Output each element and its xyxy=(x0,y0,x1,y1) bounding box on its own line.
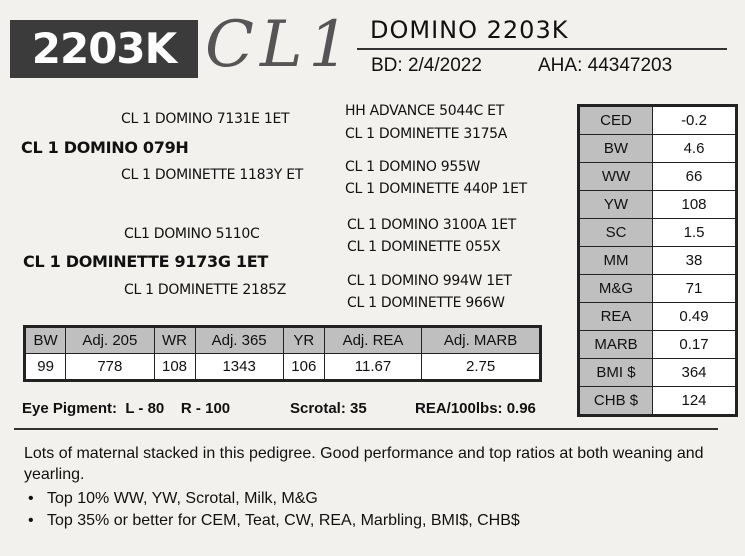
epd-table xyxy=(577,104,738,417)
registration-number: AHA: 44347203 xyxy=(538,55,673,76)
scrotal: Scrotal: 35 xyxy=(290,400,367,417)
epd-value: 71 xyxy=(653,274,737,302)
perf-header: YR xyxy=(283,327,324,354)
epd-row xyxy=(579,274,737,302)
epd-label: CED xyxy=(579,106,653,135)
list-item xyxy=(24,488,520,510)
performance-header-row xyxy=(25,327,541,354)
epd-label: MARB xyxy=(579,330,653,358)
bullet-icon: • xyxy=(28,512,34,529)
epd-row xyxy=(579,135,737,163)
eye-pigment: Eye Pigment: L - 80 R - 100 xyxy=(22,400,231,417)
pedigree-ds-sire: CL 1 DOMINO 3100A 1ET xyxy=(347,217,516,233)
pedigree-dam-dam: CL 1 DOMINETTE 2185Z xyxy=(124,282,287,298)
pedigree-sd-dam: CL 1 DOMINETTE 440P 1ET xyxy=(345,181,527,197)
pedigree-ss-dam: CL 1 DOMINETTE 3175A xyxy=(345,126,508,142)
perf-value: 108 xyxy=(154,354,195,381)
pedigree-dd-sire: CL 1 DOMINO 994W 1ET xyxy=(347,273,512,289)
pedigree-dam: CL 1 DOMINETTE 9173G 1ET xyxy=(23,252,268,271)
highlights-list xyxy=(24,488,520,532)
epd-label: BW xyxy=(579,135,653,163)
epd-label: MM xyxy=(579,246,653,274)
comments-divider xyxy=(14,428,718,430)
highlight-text: Top 35% or better for CEM, Teat, CW, REA, Marbling, BMI$, CHB$ xyxy=(47,512,520,529)
epd-row xyxy=(579,386,737,415)
epd-value: 0.49 xyxy=(653,302,737,330)
epd-value: 0.17 xyxy=(653,330,737,358)
animal-name: DOMINO 2203K xyxy=(370,16,569,44)
epd-row xyxy=(579,246,737,274)
epd-label: WW xyxy=(579,163,653,191)
pedigree-ss-sire: HH ADVANCE 5044C ET xyxy=(345,103,504,119)
perf-header: Adj. MARB xyxy=(422,327,541,354)
perf-header: WR xyxy=(154,327,195,354)
epd-row xyxy=(579,163,737,191)
perf-header: Adj. 365 xyxy=(195,327,283,354)
perf-header: BW xyxy=(25,327,66,354)
epd-value: 124 xyxy=(653,386,737,415)
birth-date: BD: 2/4/2022 xyxy=(371,55,482,76)
pedigree-dd-dam: CL 1 DOMINETTE 966W xyxy=(347,295,505,311)
header-divider xyxy=(357,48,727,50)
pedigree-sire: CL 1 DOMINO 079H xyxy=(21,138,189,157)
comments-text: Lots of maternal stacked in this pedigree. Good performance and top ratios at both weaning and yearling. xyxy=(24,445,704,483)
highlight-text: Top 10% WW, YW, Scrotal, Milk, M&G xyxy=(47,490,318,507)
epd-label: CHB $ xyxy=(579,386,653,415)
epd-row xyxy=(579,219,737,247)
epd-value: 364 xyxy=(653,358,737,386)
rea-ratio: REA/100lbs: 0.96 xyxy=(415,400,536,417)
list-item xyxy=(24,510,520,532)
epd-value: -0.2 xyxy=(653,106,737,135)
epd-value: 1.5 xyxy=(653,219,737,247)
epd-value: 38 xyxy=(653,246,737,274)
perf-header: Adj. REA xyxy=(324,327,421,354)
pedigree-sire-dam: CL 1 DOMINETTE 1183Y ET xyxy=(121,167,303,183)
epd-label: BMI $ xyxy=(579,358,653,386)
epd-label: REA xyxy=(579,302,653,330)
epd-label: YW xyxy=(579,191,653,219)
perf-value: 778 xyxy=(66,354,154,381)
epd-value: 4.6 xyxy=(653,135,737,163)
perf-header: Adj. 205 xyxy=(66,327,154,354)
brand-mark: CL1 xyxy=(205,8,356,82)
pedigree-sire-sire: CL 1 DOMINO 7131E 1ET xyxy=(121,111,290,127)
perf-value: 11.67 xyxy=(324,354,421,381)
perf-value: 2.75 xyxy=(422,354,541,381)
pedigree-sd-sire: CL 1 DOMINO 955W xyxy=(345,159,481,175)
epd-value: 108 xyxy=(653,191,737,219)
epd-row xyxy=(579,302,737,330)
epd-row xyxy=(579,191,737,219)
lot-number: 2203K xyxy=(10,20,198,78)
epd-value: 66 xyxy=(653,163,737,191)
pedigree-dam-sire: CL1 DOMINO 5110C xyxy=(124,226,260,242)
pedigree-ds-dam: CL 1 DOMINETTE 055X xyxy=(347,239,501,255)
bullet-icon: • xyxy=(28,490,34,507)
performance-table xyxy=(23,325,542,382)
perf-value: 1343 xyxy=(195,354,283,381)
epd-row xyxy=(579,106,737,135)
epd-label: SC xyxy=(579,219,653,247)
epd-row xyxy=(579,358,737,386)
epd-label: M&G xyxy=(579,274,653,302)
epd-row xyxy=(579,330,737,358)
perf-value: 99 xyxy=(25,354,66,381)
perf-value: 106 xyxy=(283,354,324,381)
performance-value-row xyxy=(25,354,541,381)
